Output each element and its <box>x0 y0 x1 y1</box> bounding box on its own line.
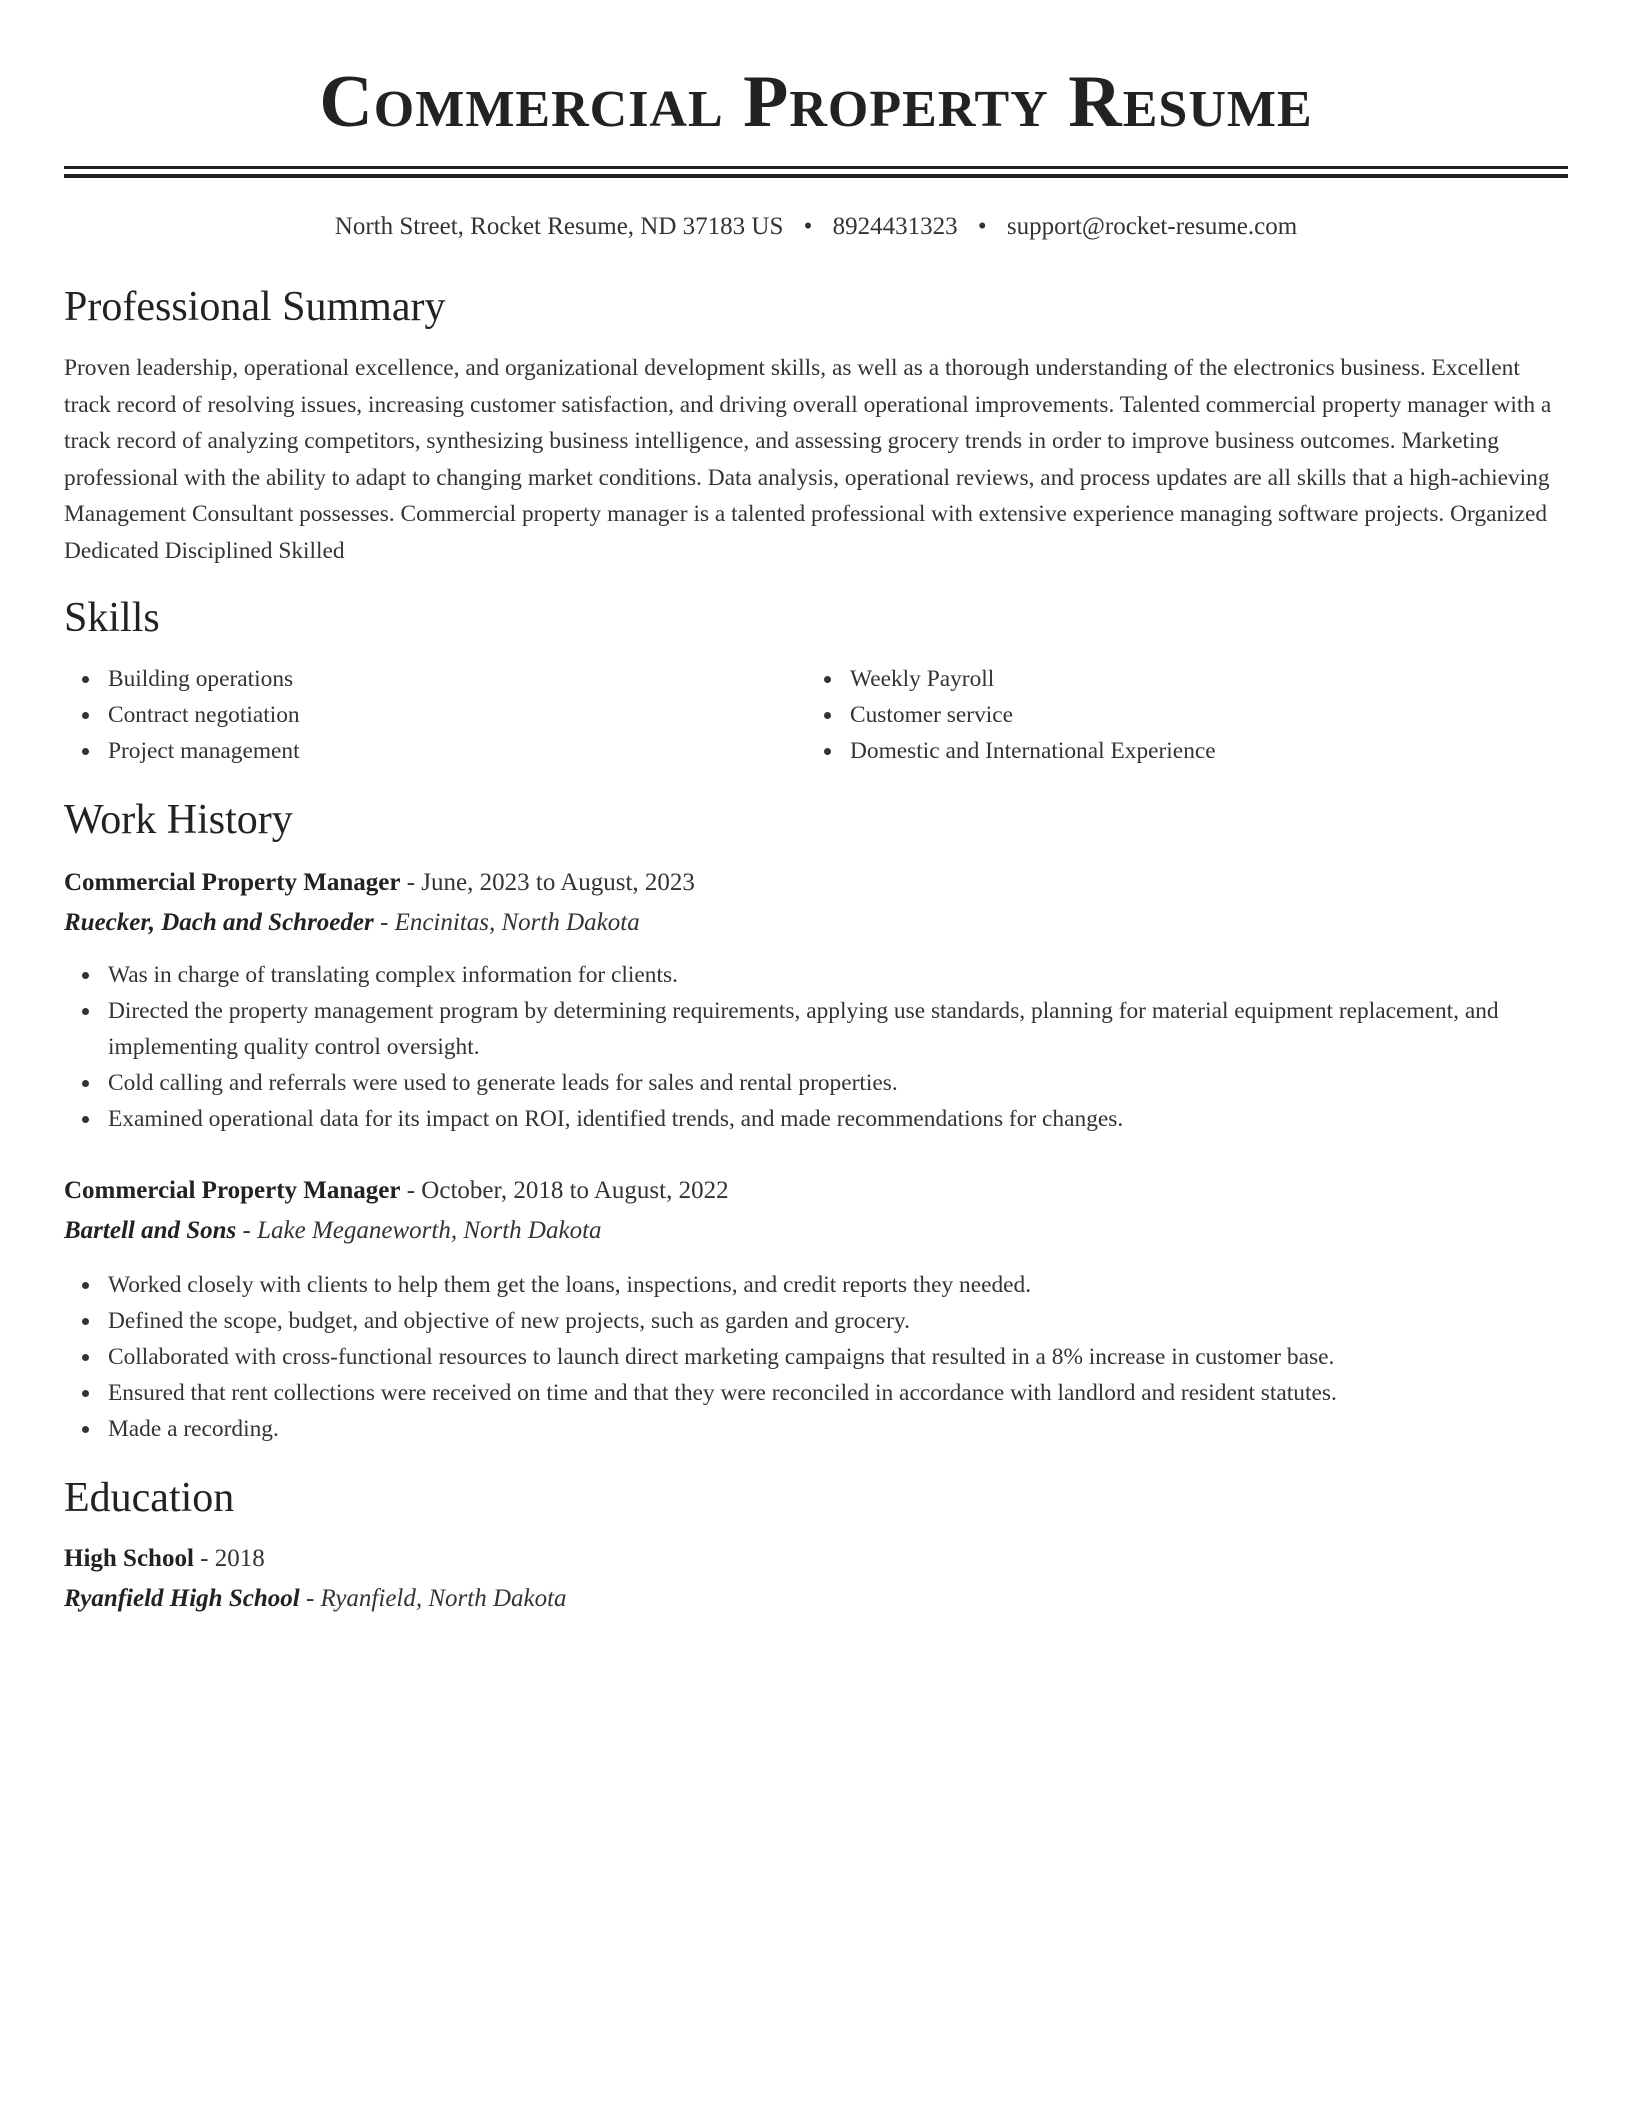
job-bullet: Collaborated with cross-functional resources to launch direct marketing campaigns that resulted in a 8% increase in customer base. <box>108 1339 1568 1375</box>
company-name: Ruecker, Dach and Schroeder <box>64 909 374 936</box>
skills-column-right <box>806 661 1548 769</box>
job-bullet: Examined operational data for its impact on ROI, identified trends, and made recommendations for changes. <box>108 1101 1568 1137</box>
contact-address: North Street, Rocket Resume, ND 37183 US <box>334 213 784 240</box>
skill-item: Building operations <box>108 661 806 697</box>
school-line <box>64 1579 1568 1619</box>
job-bullets <box>64 957 1568 1137</box>
dash-separator: - <box>400 1177 422 1204</box>
job-dates: October, 2018 to August, 2022 <box>421 1177 729 1204</box>
degree-line <box>64 1539 1568 1579</box>
job-bullet: Directed the property management program by determining requirements, applying use standards, planning for material equipment replacement, and implementing quality control oversight. <box>108 993 1568 1065</box>
summary-text: Proven leadership, operational excellence, and organizational development skills, as well as a thorough understanding of the electronics business. Excellent track record of resolving issues, increasing customer satisfaction, and driving overall operational improvements. Talented commercial property manager with a track record of analyzing competitors, synthesizing business intelligence, and assessing grocery trends in order to improve business outcomes. Marketing professional with the ability to adapt to changing market conditions. Data analysis, operational reviews, and process updates are all skills that a high-achieving Management Consultant possesses. Commercial property manager is a talented professional with extensive experience managing software projects. Organized Dedicated Disciplined Skilled <box>64 355 1552 564</box>
job-role: Commercial Property Manager <box>64 1177 401 1204</box>
dash-separator: - <box>236 1217 258 1244</box>
company-name: Bartell and Sons <box>64 1217 237 1244</box>
job-role: Commercial Property Manager <box>64 869 401 896</box>
contact-phone: 8924431323 <box>832 213 958 240</box>
job-title-line <box>64 863 1568 903</box>
skills-column-left <box>64 661 806 769</box>
school-name: Ryanfield High School <box>64 1585 300 1612</box>
dash-separator: - <box>299 1585 321 1612</box>
contact-separator: • <box>977 213 987 240</box>
company-line <box>64 1211 1568 1251</box>
contact-email: support@rocket-resume.com <box>1006 213 1298 240</box>
job-bullets <box>64 1267 1568 1447</box>
job-bullet: Worked closely with clients to help them get the loans, inspections, and credit reports they needed. <box>108 1267 1568 1303</box>
skills-heading: Skills <box>64 595 160 641</box>
skill-item: Customer service <box>850 697 1548 733</box>
company-location: Encinitas, North Dakota <box>394 909 640 936</box>
dash-separator: - <box>400 869 422 896</box>
job-bullet: Was in charge of translating complex information for clients. <box>108 957 1568 993</box>
summary-heading: Professional Summary <box>64 284 446 330</box>
education-heading: Education <box>64 1475 235 1521</box>
job-bullet: Cold calling and referrals were used to generate leads for sales and rental properties. <box>108 1065 1568 1101</box>
work-history-heading: Work History <box>64 797 293 843</box>
skill-item: Project management <box>108 733 806 769</box>
company-line <box>64 903 1568 943</box>
job-title-line <box>64 1171 1568 1211</box>
job-bullet: Made a recording. <box>108 1411 1568 1447</box>
resume-title: Commercial Property Resume <box>319 61 1313 143</box>
skill-item: Weekly Payroll <box>850 661 1548 697</box>
contact-separator: • <box>803 213 813 240</box>
skill-item: Domestic and International Experience <box>850 733 1548 769</box>
title-divider <box>64 166 1568 178</box>
job-bullet: Defined the scope, budget, and objective of new projects, such as garden and grocery. <box>108 1303 1568 1339</box>
dash-separator: - <box>193 1545 215 1572</box>
degree: High School <box>64 1545 194 1572</box>
contact-line <box>64 212 1568 242</box>
job-entry <box>64 863 1568 1137</box>
job-bullet: Ensured that rent collections were received on time and that they were reconciled in accordance with landlord and resident statutes. <box>108 1375 1568 1411</box>
graduation-year: 2018 <box>214 1545 265 1572</box>
company-location: Lake Meganeworth, North Dakota <box>257 1217 602 1244</box>
skill-item: Contract negotiation <box>108 697 806 733</box>
dash-separator: - <box>373 909 395 936</box>
skills-list <box>64 661 1568 769</box>
job-dates: June, 2023 to August, 2023 <box>421 869 695 896</box>
education-entry <box>64 1539 1568 1619</box>
school-location: Ryanfield, North Dakota <box>320 1585 567 1612</box>
job-entry <box>64 1171 1568 1447</box>
